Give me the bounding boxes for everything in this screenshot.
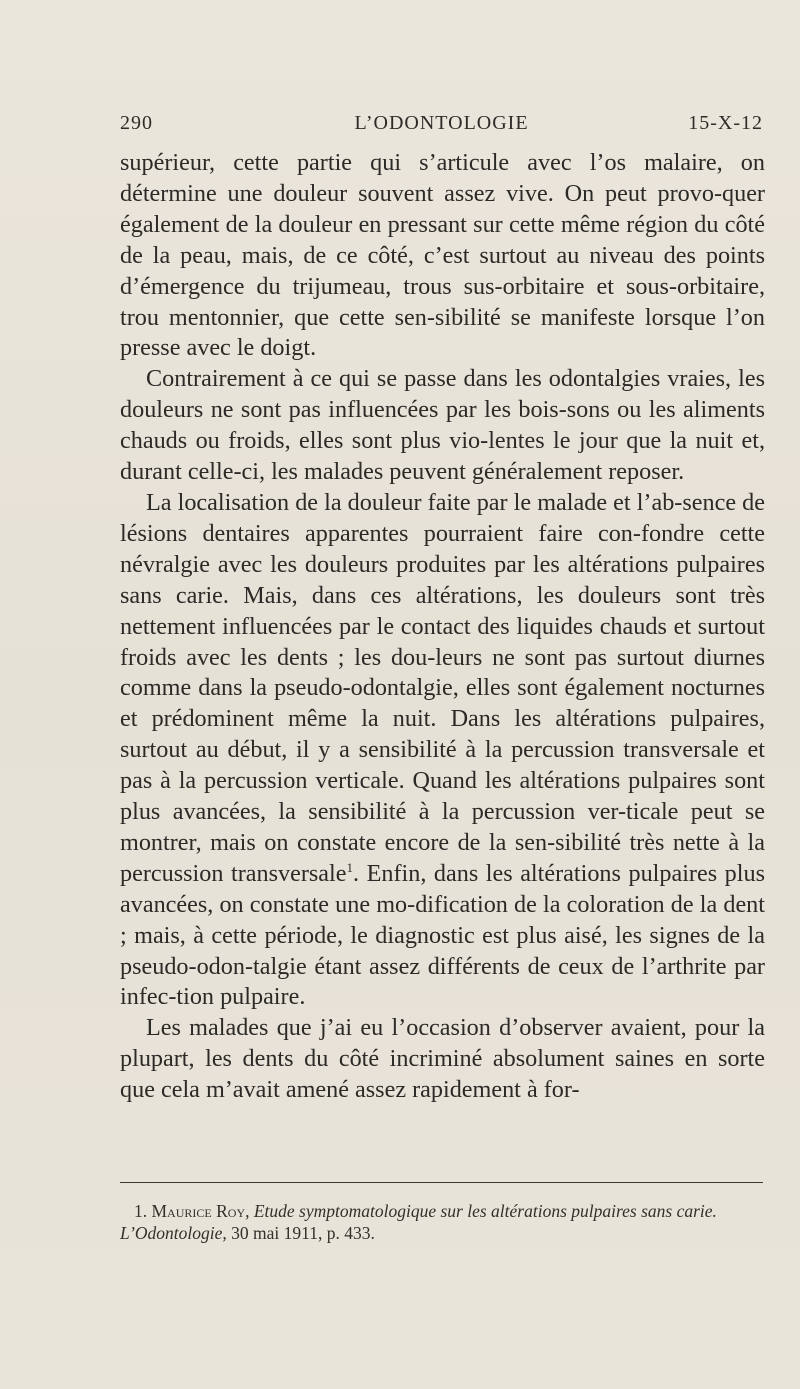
footnote-author: Maurice Roy, [151, 1201, 250, 1221]
footnote-title: Etude symptomatologique sur les altérations pulpaires sans carie. [253, 1201, 717, 1221]
footnote-rule [120, 1182, 763, 1183]
footnote-marker[interactable]: 1 [346, 859, 353, 875]
footnote-journal: L’Odontologie, [120, 1223, 227, 1243]
footnote [120, 1200, 765, 1244]
paragraph-3 [120, 488, 765, 1013]
paragraph-3-tail: . Enfin, dans les altérations pulpaires plus avancées, on constate une mo-dification de la coloration de la dent ; mais, à cette période, le diagnostic est plus aisé, les signes de la pseudo-odon-talgie étant assez différents de ceux de l’arthrite par infec-tion pulpaire. [120, 859, 765, 1011]
page-number: 290 [120, 112, 153, 134]
footnote-details: 30 mai 1911, p. 433. [231, 1223, 375, 1243]
footnote-number: 1. [134, 1201, 148, 1221]
paragraph-4: Les malades que j’ai eu l’occasion d’observer avaient, pour la plupart, les dents du côté incriminé absolument saines en sorte que cela m’avait amené assez rapidement à for- [120, 1014, 765, 1104]
body-text [120, 148, 765, 1106]
paragraph-2: Contrairement à ce qui se passe dans les odontalgies vraies, les douleurs ne sont pas influencées par les bois-sons ou les aliments chauds ou froids, elles sont plus vio-lentes le jour que la nuit et, durant celle-ci, les malades peuvent généralement reposer. [120, 365, 765, 486]
paragraph-3-text: La localisation de la douleur faite par le malade et l’ab-sence de lésions dentaires apparentes pourraient faire con-fondre cette névralgie avec les douleurs produites par les altérations pulpaires sans carie. Mais, dans ces altérations, les douleurs sont très nettement influencées par le contact des liquides chauds et surtout froids avec les dents ; les dou-leurs ne sont pas surtout diurnes comme dans la pseudo-odontalgie, elles sont également nocturnes et prédominent même la nuit. Dans les altérations pulpaires, surtout au début, il y a sensibilité à la percussion transversale et pas à la percussion verticale. Quand les altérations pulpaires sont plus avancées, la sensibilité à la percussion ver-ticale peut se montrer, mais on constate encore de la sen-sibilité très nette à la percussion transversale [120, 488, 765, 887]
running-head [120, 112, 763, 142]
issue-date: 15-X-12 [688, 112, 763, 134]
paragraph-1: supérieur, cette partie qui s’articule avec l’os malaire, on détermine une douleur souvent assez vive. On peut provo-quer également de la douleur en pressant sur cette même région du côté de la peau, mais, de ce côté, c’est surtout au niveau des points d’émergence du trijumeau, trous sus-orbitaire et sous-orbitaire, trou mentonnier, que cette sen-sibilité se manifeste lorsque l’on presse avec le doigt. [120, 149, 765, 362]
journal-title: L’ODONTOLOGIE [354, 112, 529, 134]
